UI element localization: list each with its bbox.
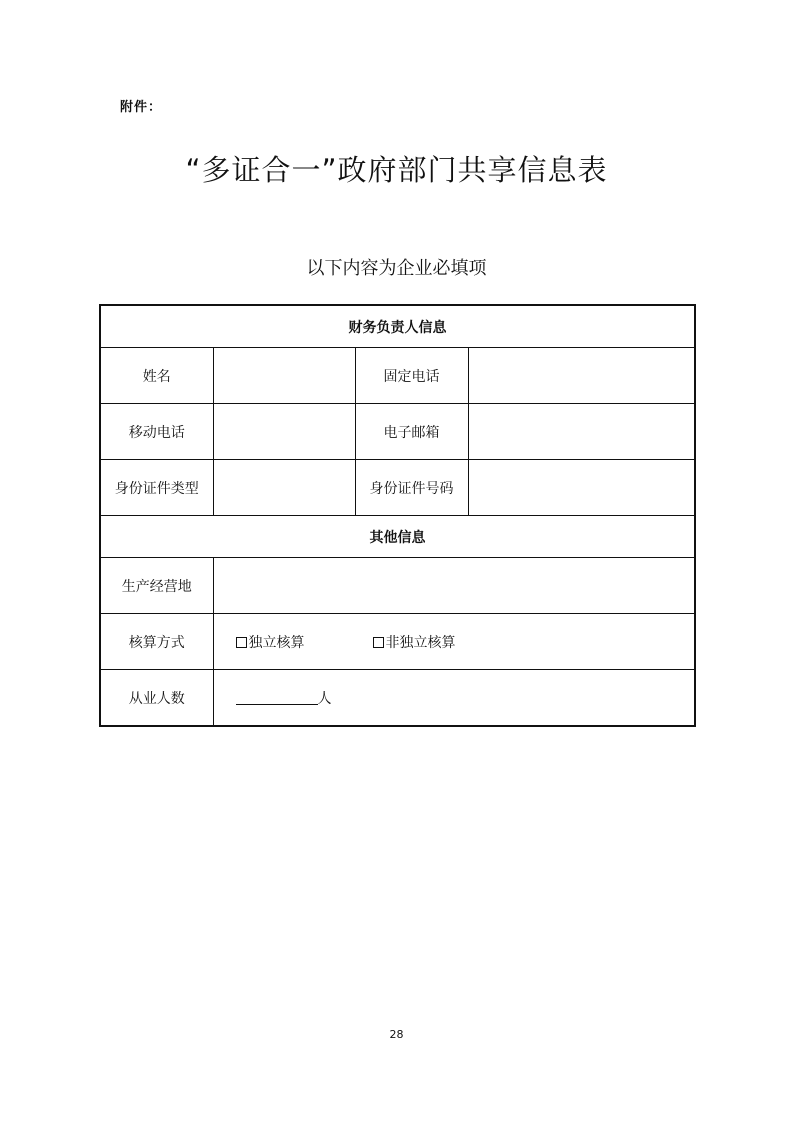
email-label: 电子邮箱 (355, 404, 468, 460)
checkbox-icon[interactable] (373, 637, 384, 648)
table-row (100, 348, 695, 404)
independent-accounting-option[interactable] (236, 632, 305, 652)
option-label: 非独立核算 (385, 634, 456, 651)
finance-section-header (100, 305, 695, 348)
landline-label: 固定电话 (355, 348, 468, 404)
other-section-heading: 其他信息 (100, 516, 695, 558)
page-title: “多证合一”政府部门共享信息表 (185, 153, 608, 187)
employee-count-unit: 人 (317, 690, 332, 707)
non-independent-accounting-option[interactable] (373, 632, 456, 652)
table-row (100, 670, 695, 727)
attachment-label: 附件： (120, 100, 163, 115)
employee-count-field[interactable] (236, 690, 318, 705)
finance-section-heading: 财务负责人信息 (100, 305, 695, 348)
option-label: 独立核算 (248, 634, 305, 651)
employee-count-cell (213, 670, 695, 727)
id-type-field[interactable] (213, 460, 355, 516)
table-row (100, 460, 695, 516)
id-type-label: 身份证件类型 (100, 460, 213, 516)
name-label: 姓名 (100, 348, 213, 404)
mobile-label: 移动电话 (100, 404, 213, 460)
business-address-label: 生产经营地 (100, 558, 213, 614)
table-row (100, 558, 695, 614)
shared-info-table (99, 304, 696, 727)
page-subtitle: 以下内容为企业必填项 (306, 258, 487, 279)
table-row (100, 404, 695, 460)
checkbox-icon[interactable] (236, 637, 247, 648)
accounting-method-label: 核算方式 (100, 614, 213, 670)
other-section-header (100, 516, 695, 558)
business-address-field[interactable] (213, 558, 695, 614)
landline-field[interactable] (468, 348, 695, 404)
id-number-label: 身份证件号码 (355, 460, 468, 516)
mobile-field[interactable] (213, 404, 355, 460)
email-field[interactable] (468, 404, 695, 460)
accounting-method-options (213, 614, 695, 670)
employee-count-label: 从业人数 (100, 670, 213, 727)
id-number-field[interactable] (468, 460, 695, 516)
name-field[interactable] (213, 348, 355, 404)
table-row (100, 614, 695, 670)
page-number: 28 (389, 1028, 404, 1041)
